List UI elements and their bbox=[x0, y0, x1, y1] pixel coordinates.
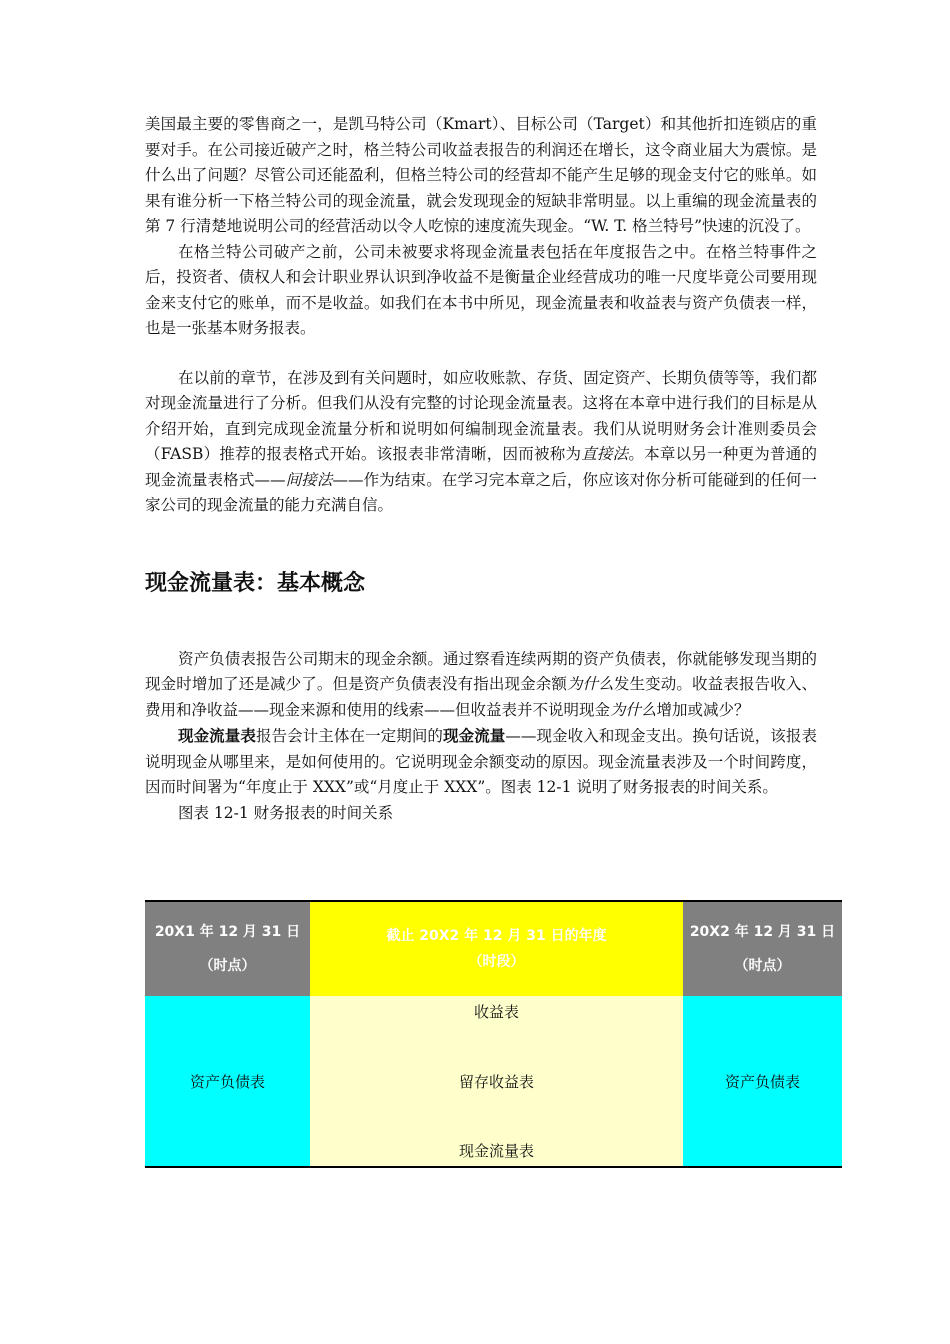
term-direct-method: 直接法 bbox=[581, 445, 629, 463]
term-cash-flow: 现金流量 bbox=[443, 726, 506, 745]
header-period: 截止 20X2 年 12 月 31 日的年度 （时段） bbox=[310, 901, 683, 996]
statement-retained-earnings: 留存收益表 bbox=[458, 1072, 534, 1091]
paragraph-grant-after: 在格兰特公司破产之前，公司未被要求将现金流量表包括在年度报告之中。在格兰特事件之后，投资者、债权人和会计职业界认识到净收益不是衡量企业经营成功的唯一尺度毕竟公司要用现金来支付它的账单，而不是收益。如我们在本书中所见，现金流量表和收益表与资产负债表一样，也是一张基本财务报表。 bbox=[145, 242, 817, 337]
paragraph-balance-sheet: 资产负债表报告公司期末的现金余额。通过察看连续两期的资产负债表，你就能够发现当期的现金时增加了还是减少了。但是资产负债表没有指出现金余额为什么发生变动。收益表报告收入、费用和净收益——现金来源和使用的线索——但收益表并不说明现金为什么增加或减少？ bbox=[145, 649, 817, 719]
document-body bbox=[145, 112, 817, 825]
statement-income: 收益表 bbox=[473, 1003, 519, 1021]
section-heading: 现金流量表：基本概念 bbox=[145, 570, 366, 596]
spacer bbox=[145, 342, 817, 366]
table-header-row bbox=[145, 901, 842, 996]
term-cash-flow-statement: 现金流量表 bbox=[178, 726, 256, 745]
paragraph-grant-intro: 美国最主要的零售商之一，是凯马特公司（Kmart）、目标公司（Target）和其他折扣连锁店的重要对手。在公司接近破产之时，格兰特公司收益表报告的利润还在增长，这令商业届大为震惊。是什么出了问题？尽管公司还能盈利，但格兰特公司的经营却不能产生足够的现金支付它的账单。如果有谁分析一下格兰特公司的现金流量，就会发现现金的短缺非常明显。以上重编的现金流量表的第 7 行清楚地说明公司的经营活动以令人吃惊的速度流失现金。“W. T. 格兰特号”快速的沉没了。 bbox=[145, 115, 817, 235]
table-body-row bbox=[145, 996, 842, 1167]
paragraph-cash-flow-definition: 现金流量表报告会计主体在一定期间的现金流量——现金收入和现金支出。换句话说，该报表说明现金从哪里来，是如何使用的。它说明现金余额变动的原因。现金流量表涉及一个时间跨度，因而时间署为“年度止于 XXX”或“月度止于 XXX”。图表 12-1 说明了财务报表的时间关系。 bbox=[145, 726, 817, 796]
figure-caption: 图表 12-1 财务报表的时间关系 bbox=[178, 803, 394, 822]
cell-period-statements bbox=[310, 996, 683, 1167]
emphasis-why-1: 为什么 bbox=[567, 675, 614, 693]
header-right-date: 20X2 年 12 月 31 日 （时点） bbox=[683, 901, 842, 996]
emphasis-why-2: 为什么 bbox=[610, 700, 657, 719]
cell-balance-sheet-end: 资产负债表 bbox=[683, 996, 842, 1167]
cell-balance-sheet-start: 资产负债表 bbox=[145, 996, 310, 1167]
timeline-table bbox=[145, 900, 842, 1168]
paragraph-chapter-overview: 在以前的章节，在涉及到有关问题时，如应收账款、存货、固定资产、长期负债等等，我们都对现金流量进行了分析。但我们从没有完整的讨论现金流量表。这将在本章中进行我们的目标是从介绍开始，直到完成现金流量分析和说明如何编制现金流量表。我们从说明财务会计准则委员会（FASB）推荐的报表格式开始。该报表非常清晰，因而被称为直接法。本章以另一种更为普通的现金流量表格式——间接法——作为结束。在学习完本章之后，你应该对你分析可能碰到的任何一家公司的现金流量的能力充满自信。 bbox=[145, 368, 817, 514]
term-indirect-method: 间接法 bbox=[285, 470, 333, 489]
statement-cash-flow: 现金流量表 bbox=[458, 1142, 534, 1160]
header-left-date: 20X1 年 12 月 31 日 （时点） bbox=[145, 901, 310, 996]
